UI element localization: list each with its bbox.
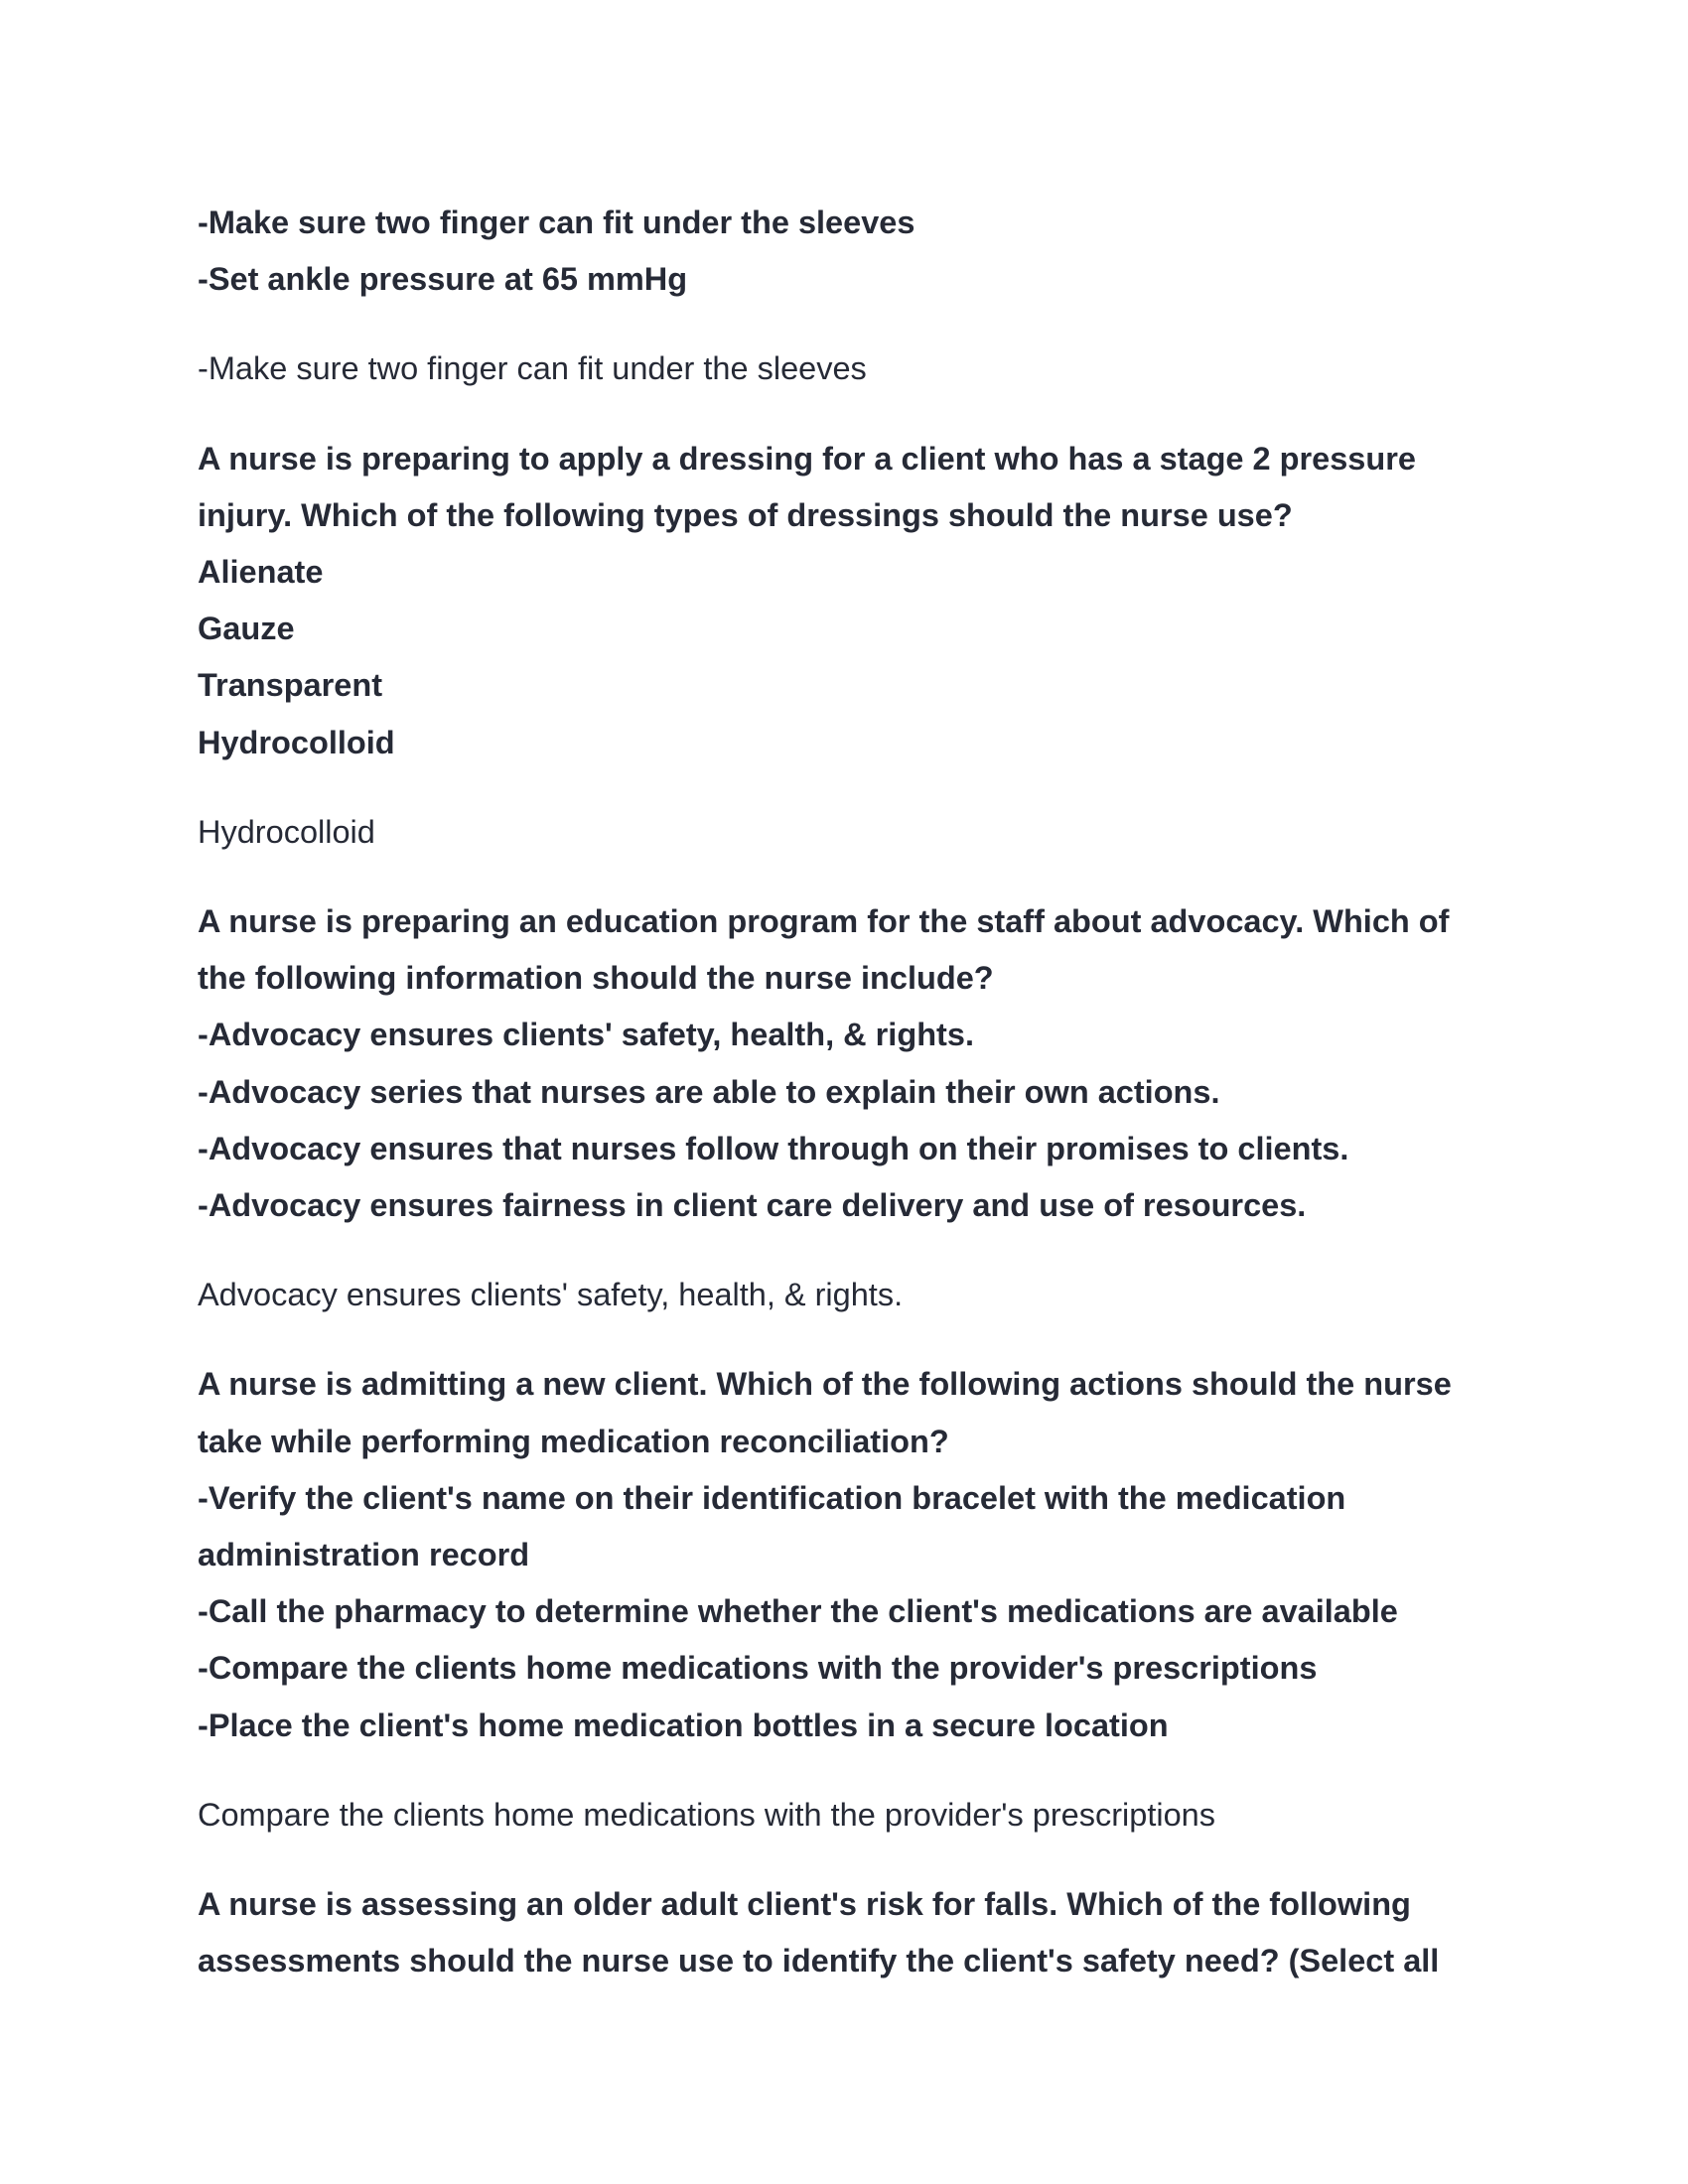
option-line: -Compare the clients home medications with the provider's prescriptions <box>198 1650 1318 1687</box>
answer-3 <box>198 1267 1508 1323</box>
answer-2 <box>198 804 1508 861</box>
question-1 <box>198 195 1508 308</box>
question-line: injury. Which of the following types of dressings should the nurse use? <box>198 496 1293 533</box>
qa-block-4 <box>198 1356 1508 1843</box>
answer-line: Compare the clients home medications with the provider's prescriptions <box>198 1796 1216 1833</box>
question-line: assessments should the nurse use to identify the client's safety need? (Select all <box>198 1943 1440 1979</box>
answer-line: -Make sure two finger can fit under the sleeves <box>198 350 867 387</box>
qa-block-1 <box>198 195 1508 398</box>
option-line: -Call the pharmacy to determine whether the client's medications are available <box>198 1593 1398 1630</box>
option-line: -Place the client's home medication bottles in a secure location <box>198 1706 1169 1743</box>
question-line: A nurse is preparing an education program for the staff about advocacy. Which of <box>198 903 1450 940</box>
question-line: take while performing medication reconciliation? <box>198 1423 949 1459</box>
option-line: -Make sure two finger can fit under the sleeves <box>198 205 915 240</box>
qa-block-2 <box>198 431 1508 861</box>
option-line: -Advocacy ensures fairness in client care delivery and use of resources. <box>198 1187 1307 1224</box>
option-line: -Set ankle pressure at 65 mmHg <box>198 261 688 298</box>
option-line: -Advocacy series that nurses are able to explain their own actions. <box>198 1073 1220 1110</box>
option-line: -Verify the client's name on their identification bracelet with the medication <box>198 1479 1346 1516</box>
option-line: Alienate <box>198 554 324 591</box>
answer-line: Advocacy ensures clients' safety, health, & rights. <box>198 1277 904 1313</box>
answer-line: Hydrocolloid <box>198 813 375 850</box>
question-line: A nurse is admitting a new client. Which of the following actions should the nurse <box>198 1366 1452 1403</box>
answer-1 <box>198 341 1508 397</box>
answer-4 <box>198 1787 1508 1843</box>
option-line: Gauze <box>198 611 295 647</box>
question-2 <box>198 431 1508 771</box>
question-line: the following information should the nurse include? <box>198 960 994 997</box>
qa-block-5 <box>198 1876 1508 1989</box>
option-line: Transparent <box>198 667 383 704</box>
question-line: A nurse is assessing an older adult client's risk for falls. Which of the following <box>198 1886 1411 1923</box>
option-line: administration record <box>198 1537 530 1573</box>
question-line: A nurse is preparing to apply a dressing for a client who has a stage 2 pressure <box>198 440 1416 477</box>
question-5 <box>198 1876 1508 1989</box>
option-line: -Advocacy ensures that nurses follow through on their promises to clients. <box>198 1130 1349 1166</box>
option-line: -Advocacy ensures clients' safety, health, & rights. <box>198 1017 974 1053</box>
qa-block-3 <box>198 893 1508 1323</box>
question-4 <box>198 1356 1508 1753</box>
question-3 <box>198 893 1508 1234</box>
option-line: Hydrocolloid <box>198 724 395 760</box>
document-page <box>198 195 1508 1989</box>
